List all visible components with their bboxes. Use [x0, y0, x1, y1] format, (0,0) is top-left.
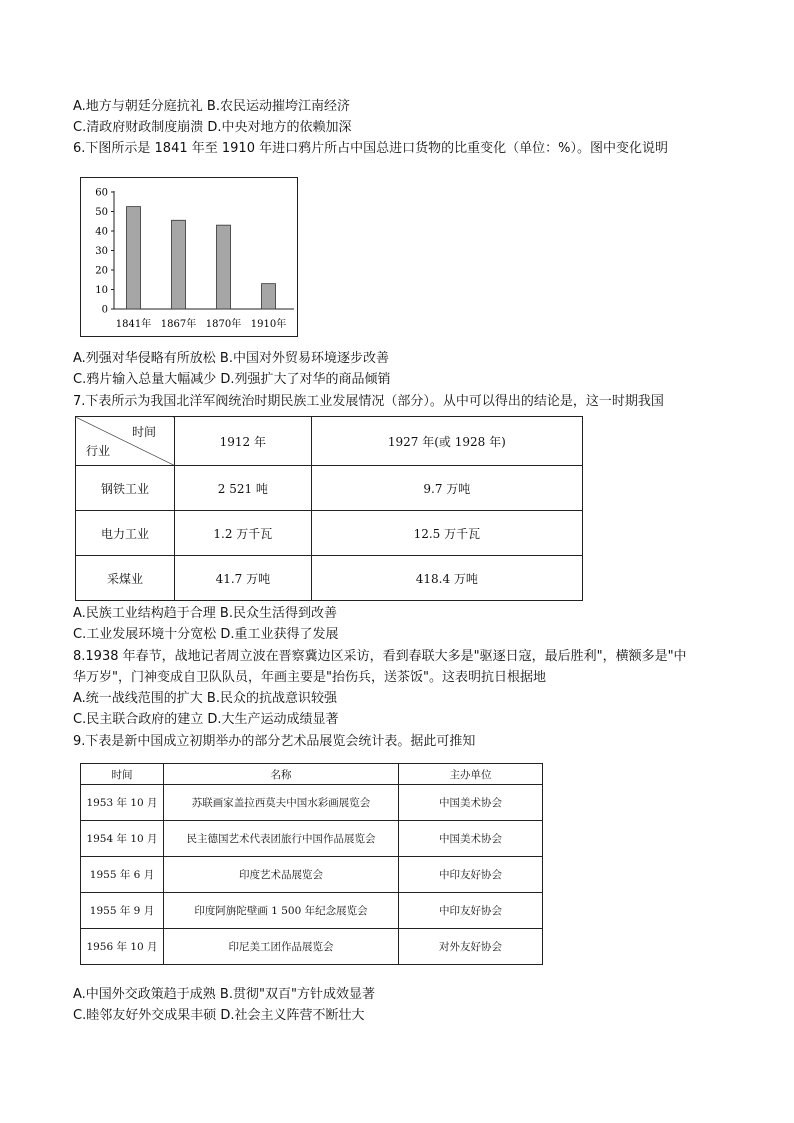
opium-import-bar-chart — [80, 177, 298, 337]
table-row — [81, 857, 543, 893]
row-value-1927: 418.4 万吨 — [311, 556, 582, 601]
y-tick-label: 30 — [95, 246, 108, 257]
col-header-1927: 1927 年(或 1928 年) — [311, 417, 582, 466]
q7-options-line2: C.工业发展环境十分宽松 D.重工业获得了发展 — [73, 627, 339, 642]
x-tick-label: 1867年 — [160, 319, 197, 330]
q6-options-line1: A.列强对华侵略有所放松 B.中国对外贸易环境逐步改善 — [73, 351, 389, 366]
q5-options-line1: A.地方与朝廷分庭抗礼 B.农民运动摧垮江南经济 — [73, 99, 350, 114]
y-tick-label: 0 — [101, 304, 108, 316]
bar-1910年 — [262, 284, 276, 309]
q8-stem-line2: 华万岁"，门神变成自卫队队员，年画主要是"抬伤兵，送茶饭"。这表明抗日根据地 — [73, 670, 546, 685]
row-time: 1956 年 10 月 — [81, 929, 164, 965]
row-time: 1954 年 10 月 — [81, 821, 164, 857]
row-value-1912: 2 521 吨 — [175, 466, 312, 511]
table-row — [81, 785, 543, 821]
row-name: 印尼美工团作品展览会 — [164, 929, 399, 965]
row-value-1912: 1.2 万千瓦 — [175, 511, 312, 556]
x-tick-label: 1841年 — [115, 319, 152, 330]
row-name: 民主德国艺术代表团旅行中国作品展览会 — [164, 821, 399, 857]
row-name: 印度阿旃陀壁画 1 500 年纪念展览会 — [164, 893, 399, 929]
row-name: 印度艺术品展览会 — [164, 857, 399, 893]
corner-industry-label: 行业 — [86, 444, 111, 458]
q8-options-line1: A.统一战线范围的扩大 B.民众的抗战意识较强 — [73, 691, 337, 706]
table-row — [81, 929, 543, 965]
q9-options-line1: A.中国外交政策趋于成熟 B.贯彻"双百"方针成效显著 — [73, 987, 375, 1002]
exhibition-table — [80, 763, 543, 965]
row-industry: 采煤业 — [76, 556, 175, 601]
q7-stem: 7.下表所示为我国北洋军阀统治时期民族工业发展情况（部分）。从中可以得出的结论是，这一时期我国 — [73, 394, 664, 409]
corner-time-label: 时间 — [131, 425, 156, 439]
row-organizer: 中国美术协会 — [399, 785, 543, 821]
x-tick-label: 1910年 — [250, 319, 287, 330]
bar-1870年 — [217, 225, 231, 309]
q7-options-line1: A.民族工业结构趋于合理 B.民众生活得到改善 — [73, 606, 337, 621]
table-row — [81, 821, 543, 857]
table-row — [76, 511, 583, 556]
row-industry: 钢铁工业 — [76, 466, 175, 511]
bar-1867年 — [172, 220, 186, 309]
row-value-1927: 9.7 万吨 — [311, 466, 582, 511]
q8-stem-line1: 8.1938 年春节，战地记者周立波在晋察冀边区采访，看到春联大多是"驱逐日寇，最后胜利"，横额多是"中 — [73, 649, 687, 664]
row-organizer: 对外友好协会 — [399, 929, 543, 965]
col-header-time: 时间 — [81, 764, 164, 785]
row-name: 苏联画家盖拉西莫夫中国水彩画展览会 — [164, 785, 399, 821]
bar-1841年 — [127, 207, 141, 309]
row-time: 1955 年 6 月 — [81, 857, 164, 893]
row-value-1927: 12.5 万千瓦 — [311, 511, 582, 556]
q9-stem: 9.下表是新中国成立初期举办的部分艺术品展览会统计表。据此可推知 — [73, 734, 476, 749]
row-organizer: 中印友好协会 — [399, 857, 543, 893]
table-row — [81, 893, 543, 929]
x-tick-label: 1870年 — [205, 319, 242, 330]
y-tick-label: 40 — [95, 226, 108, 238]
q9-options-line2: C.睦邻友好外交成果丰硕 D.社会主义阵营不断壮大 — [73, 1008, 365, 1023]
y-tick-label: 60 — [95, 187, 108, 199]
industry-table — [75, 416, 583, 601]
q6-options-line2: C.鸦片输入总量大幅减少 D.列强扩大了对华的商品倾销 — [73, 372, 391, 387]
row-value-1912: 41.7 万吨 — [175, 556, 312, 601]
row-time: 1955 年 9 月 — [81, 893, 164, 929]
y-tick-label: 10 — [95, 285, 108, 296]
row-industry: 电力工业 — [76, 511, 175, 556]
table-row — [76, 556, 583, 601]
col-header-name: 名称 — [164, 764, 399, 785]
q6-stem: 6.下图所示是 1841 年至 1910 年进口鸦片所占中国总进口货物的比重变化（单位：%）。图中变化说明 — [73, 141, 668, 156]
q5-options-line2: C.清政府财政制度崩溃 D.中央对地方的依赖加深 — [73, 120, 352, 135]
row-organizer: 中印友好协会 — [399, 893, 543, 929]
col-header-organizer: 主办单位 — [399, 764, 543, 785]
table-row — [76, 466, 583, 511]
col-header-1912: 1912 年 — [175, 417, 312, 466]
y-tick-label: 50 — [95, 207, 108, 218]
row-organizer: 中国美术协会 — [399, 821, 543, 857]
table-corner-cell — [76, 417, 175, 466]
q8-options-line2: C.民主联合政府的建立 D.大生产运动成绩显著 — [73, 712, 339, 727]
row-time: 1953 年 10 月 — [81, 785, 164, 821]
y-tick-label: 20 — [95, 265, 108, 277]
